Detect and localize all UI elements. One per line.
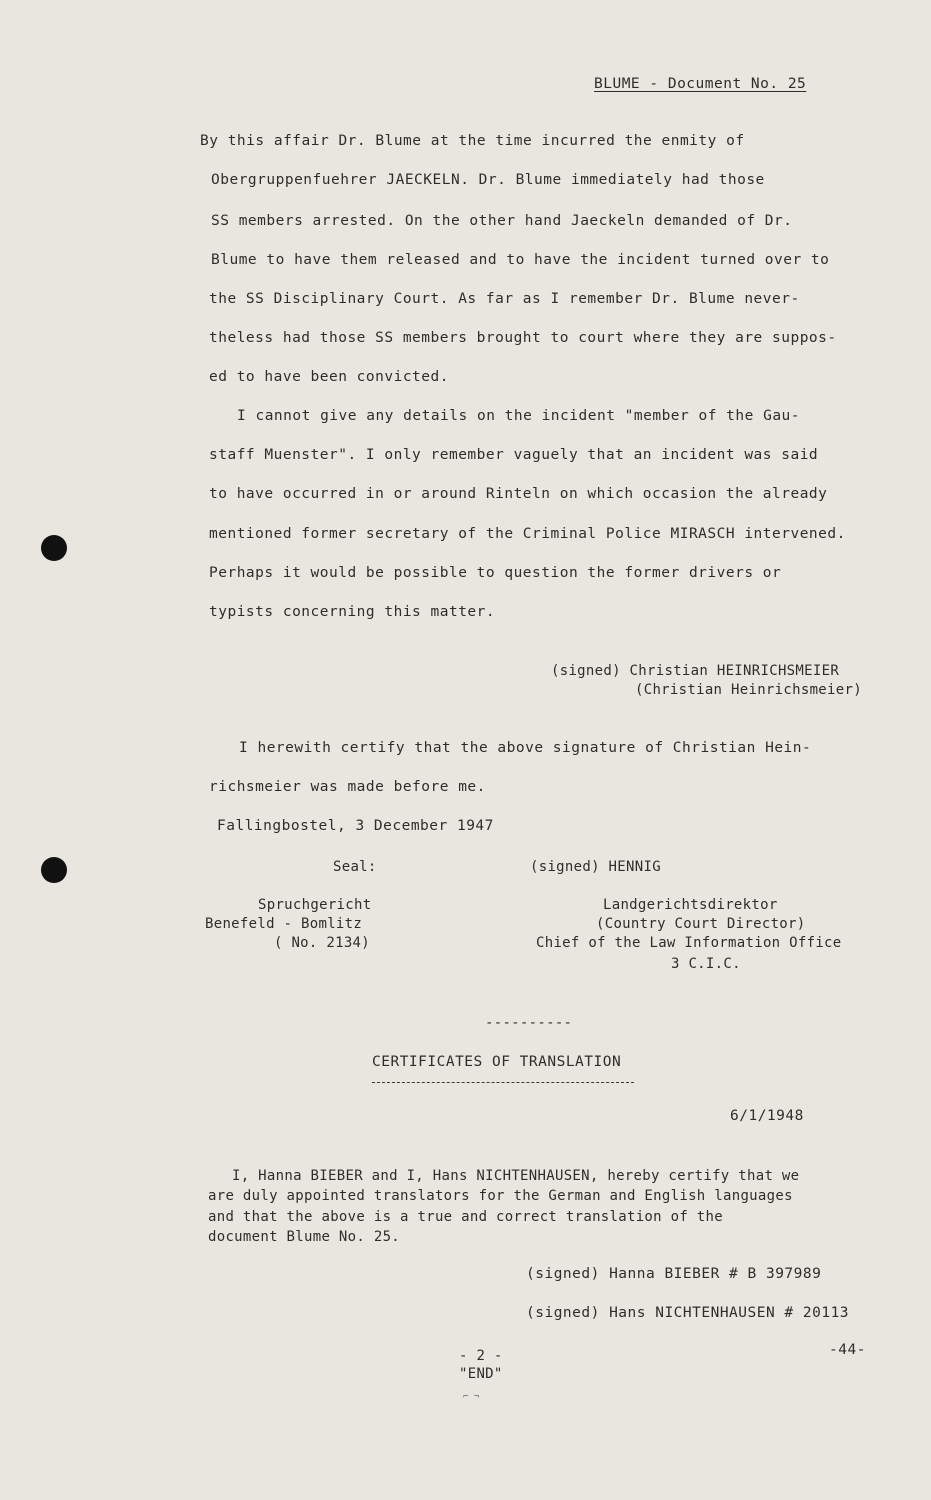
certify-line: I herewith certify that the above signature of Christian Hein-: [239, 740, 812, 756]
document-reference: BLUME - Document No. 25: [594, 76, 807, 92]
signature-hennig: (signed) HENNIG: [530, 859, 661, 875]
certificate-date: 6/1/1948: [730, 1108, 804, 1124]
place-date: Fallingbostel, 3 December 1947: [217, 818, 494, 834]
seal-line: Benefeld - Bomlitz: [205, 916, 363, 932]
seal-line: ( No. 2134): [274, 935, 371, 951]
certificate-title: CERTIFICATES OF TRANSLATION: [372, 1054, 622, 1070]
end-marker: "END": [459, 1366, 503, 1382]
seal-label: Seal:: [333, 859, 377, 875]
signer-unit: 3 C.I.C.: [671, 956, 741, 972]
body-line: Blume to have them released and to have the incident turned over to: [211, 252, 830, 268]
certificate-line: are duly appointed translators for the German and English languages: [208, 1188, 793, 1204]
certificate-line: document Blume No. 25.: [208, 1229, 401, 1245]
archive-number: -44-: [829, 1342, 866, 1358]
translator-signature: (signed) Hans NICHTENHAUSEN # 20113: [526, 1305, 850, 1321]
stray-mark: ⌐ ¬: [463, 1392, 480, 1402]
body-line: By this affair Dr. Blume at the time incurred the enmity of: [200, 133, 745, 149]
certify-line: richsmeier was made before me.: [209, 779, 486, 795]
certificate-line: I, Hanna BIEBER and I, Hans NICHTENHAUSEN, hereby certify that we: [232, 1168, 800, 1184]
body-line: ed to have been convicted.: [209, 369, 449, 385]
body-line: I cannot give any details on the incident "member of the Gau-: [237, 408, 801, 424]
translator-signature: (signed) Hanna BIEBER # B 397989: [526, 1266, 822, 1282]
punch-hole-bottom: [41, 857, 67, 883]
body-line: typists concerning this matter.: [209, 604, 496, 620]
signature-heinrichsmeier-name: (Christian Heinrichsmeier): [635, 682, 862, 698]
body-line: the SS Disciplinary Court. As far as I remember Dr. Blume never-: [209, 291, 800, 307]
body-line: staff Muenster". I only remember vaguely that an incident was said: [209, 447, 819, 463]
signer-title: (Country Court Director): [596, 916, 806, 932]
body-line: SS members arrested. On the other hand Jaeckeln demanded of Dr.: [211, 213, 793, 229]
signer-title: Chief of the Law Information Office: [536, 935, 842, 951]
body-line: mentioned former secretary of the Criminal Police MIRASCH intervened.: [209, 526, 846, 542]
punch-hole-top: [41, 535, 67, 561]
signer-title: Landgerichtsdirektor: [603, 897, 778, 913]
body-line: theless had those SS members brought to court where they are suppos-: [209, 330, 837, 346]
certificate-line: and that the above is a true and correct translation of the: [208, 1209, 723, 1225]
body-line: Obergruppenfuehrer JAECKELN. Dr. Blume immediately had those: [211, 172, 765, 188]
page-number: - 2 -: [459, 1348, 503, 1364]
seal-line: Spruchgericht: [258, 897, 372, 913]
signature-heinrichsmeier: (signed) Christian HEINRICHSMEIER: [551, 663, 840, 679]
body-line: Perhaps it would be possible to question the former drivers or: [209, 565, 782, 581]
title-underline: [372, 1082, 634, 1083]
section-separator: ----------: [485, 1015, 573, 1031]
body-line: to have occurred in or around Rinteln on which occasion the already: [209, 486, 828, 502]
